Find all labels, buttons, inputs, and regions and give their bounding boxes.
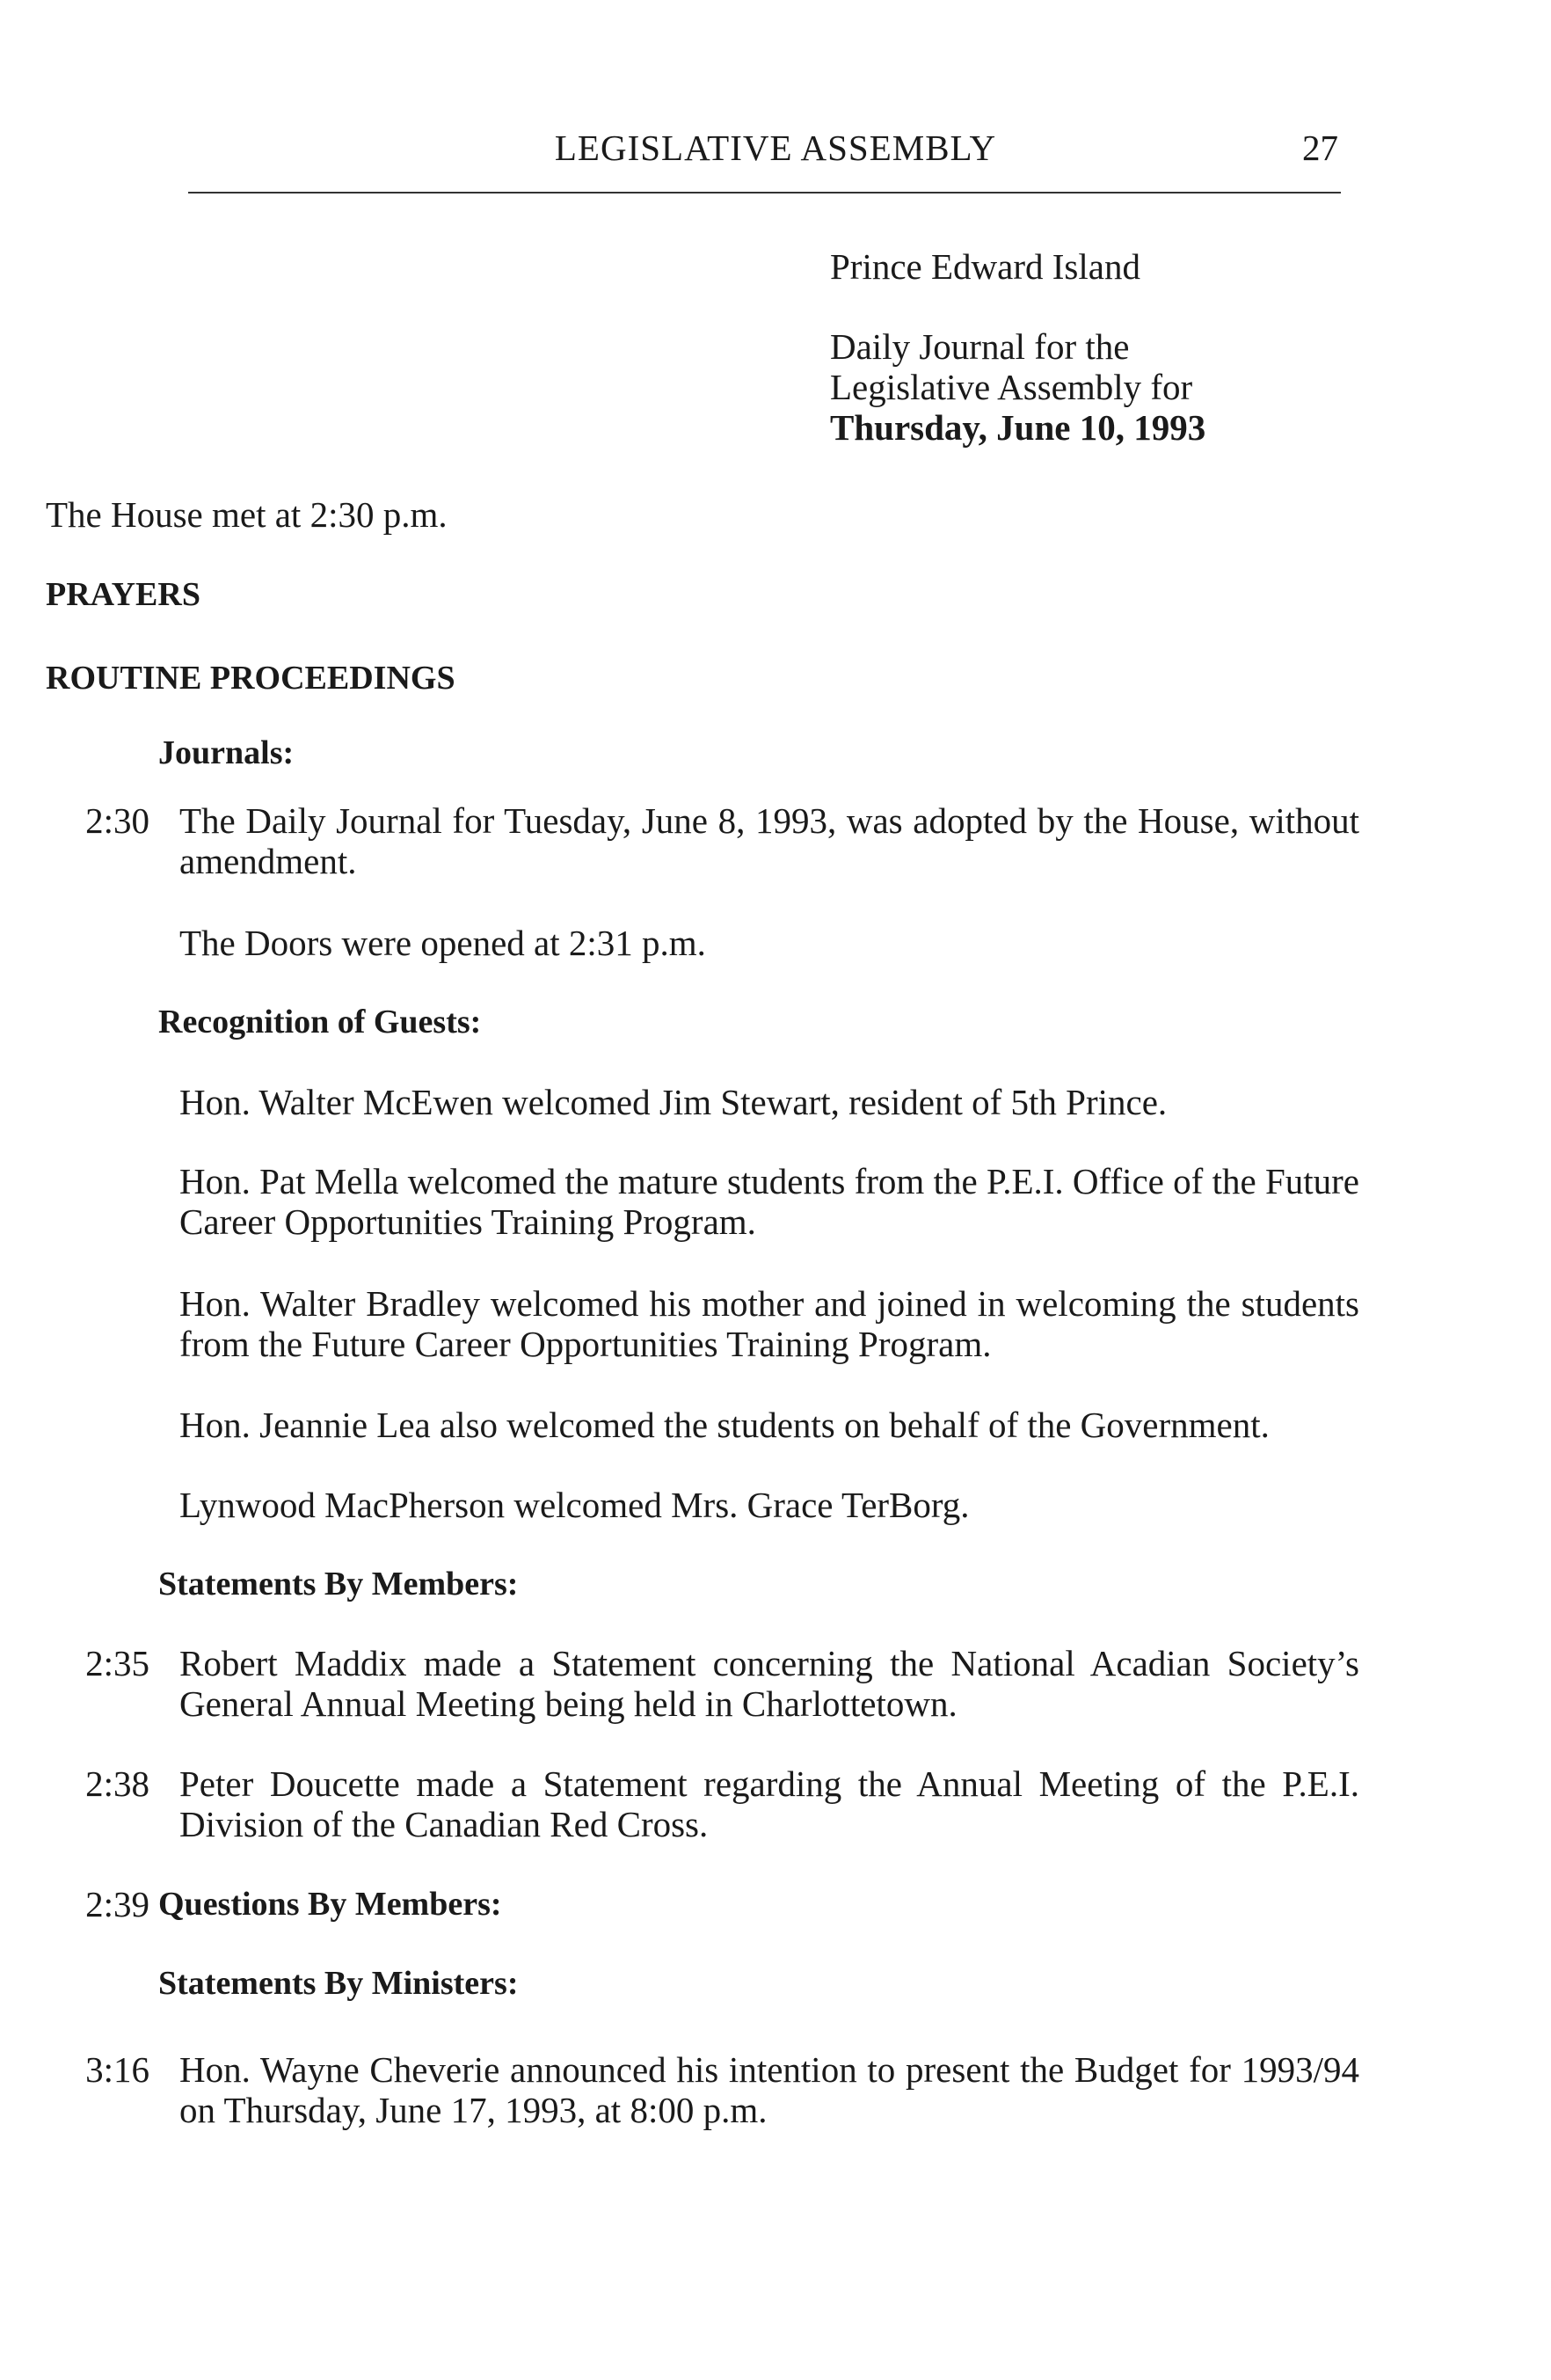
running-header bbox=[0, 121, 1551, 174]
entry-time: 2:30 bbox=[85, 800, 149, 841]
journals-heading: Journals: bbox=[158, 734, 295, 771]
sitting-date: Thursday, June 10, 1993 bbox=[830, 407, 1206, 448]
routine-proceedings-heading: ROUTINE PROCEEDINGS bbox=[46, 660, 455, 697]
entry-time: 3:16 bbox=[85, 2049, 149, 2090]
member-statement-entry: Peter Doucette made a Statement regarding the Annual Meeting of the P.E.I. Division of the Canadian Red Cross. bbox=[179, 1763, 1359, 1844]
journal-title-line-1: Daily Journal for the bbox=[830, 326, 1130, 367]
guests-heading: Recognition of Guests: bbox=[158, 1004, 482, 1040]
guest-entry: Hon. Jeannie Lea also welcomed the students on behalf of the Government. bbox=[179, 1405, 1270, 1445]
guest-entry: Hon. Walter McEwen welcomed Jim Stewart, resident of 5th Prince. bbox=[179, 1082, 1168, 1122]
entry-time: 2:38 bbox=[85, 1763, 149, 1804]
ministers-statements-heading: Statements By Ministers: bbox=[158, 1965, 519, 2002]
prayers-heading: PRAYERS bbox=[46, 576, 200, 613]
doors-opened-line: The Doors were opened at 2:31 p.m. bbox=[179, 923, 706, 963]
guest-entry: Hon. Walter Bradley welcomed his mother and joined in welcoming the students from the Future Career Opportunities Training Program. bbox=[179, 1283, 1359, 1364]
running-title: LEGISLATIVE ASSEMBLY bbox=[554, 128, 997, 168]
questions-heading: Questions By Members: bbox=[158, 1886, 502, 1923]
entry-time: 2:39 bbox=[85, 1884, 149, 1924]
journal-adoption-entry: The Daily Journal for Tuesday, June 8, 1993, was adopted by the House, without amendment. bbox=[179, 800, 1359, 881]
house-met-line: The House met at 2:30 p.m. bbox=[46, 494, 448, 535]
page-number: 27 bbox=[1302, 128, 1338, 168]
minister-statement-entry: Hon. Wayne Cheverie announced his intention to present the Budget for 1993/94 on Thursday, June 17, 1993, at 8:00 p.m. bbox=[179, 2049, 1359, 2130]
entry-time: 2:35 bbox=[85, 1643, 149, 1683]
province-name: Prince Edward Island bbox=[830, 246, 1140, 287]
guest-entry: Lynwood MacPherson welcomed Mrs. Grace TerBorg. bbox=[179, 1485, 970, 1525]
journal-masthead bbox=[830, 246, 1375, 448]
header-rule bbox=[188, 192, 1341, 193]
member-statement-entry: Robert Maddix made a Statement concerning the National Acadian Society’s General Annual Meeting being held in Charlottetown. bbox=[179, 1643, 1359, 1724]
journal-title-line-2: Legislative Assembly for bbox=[830, 367, 1193, 407]
members-statements-heading: Statements By Members: bbox=[158, 1566, 519, 1602]
guest-entry: Hon. Pat Mella welcomed the mature students from the P.E.I. Office of the Future Career Opportunities Training Program. bbox=[179, 1161, 1359, 1242]
